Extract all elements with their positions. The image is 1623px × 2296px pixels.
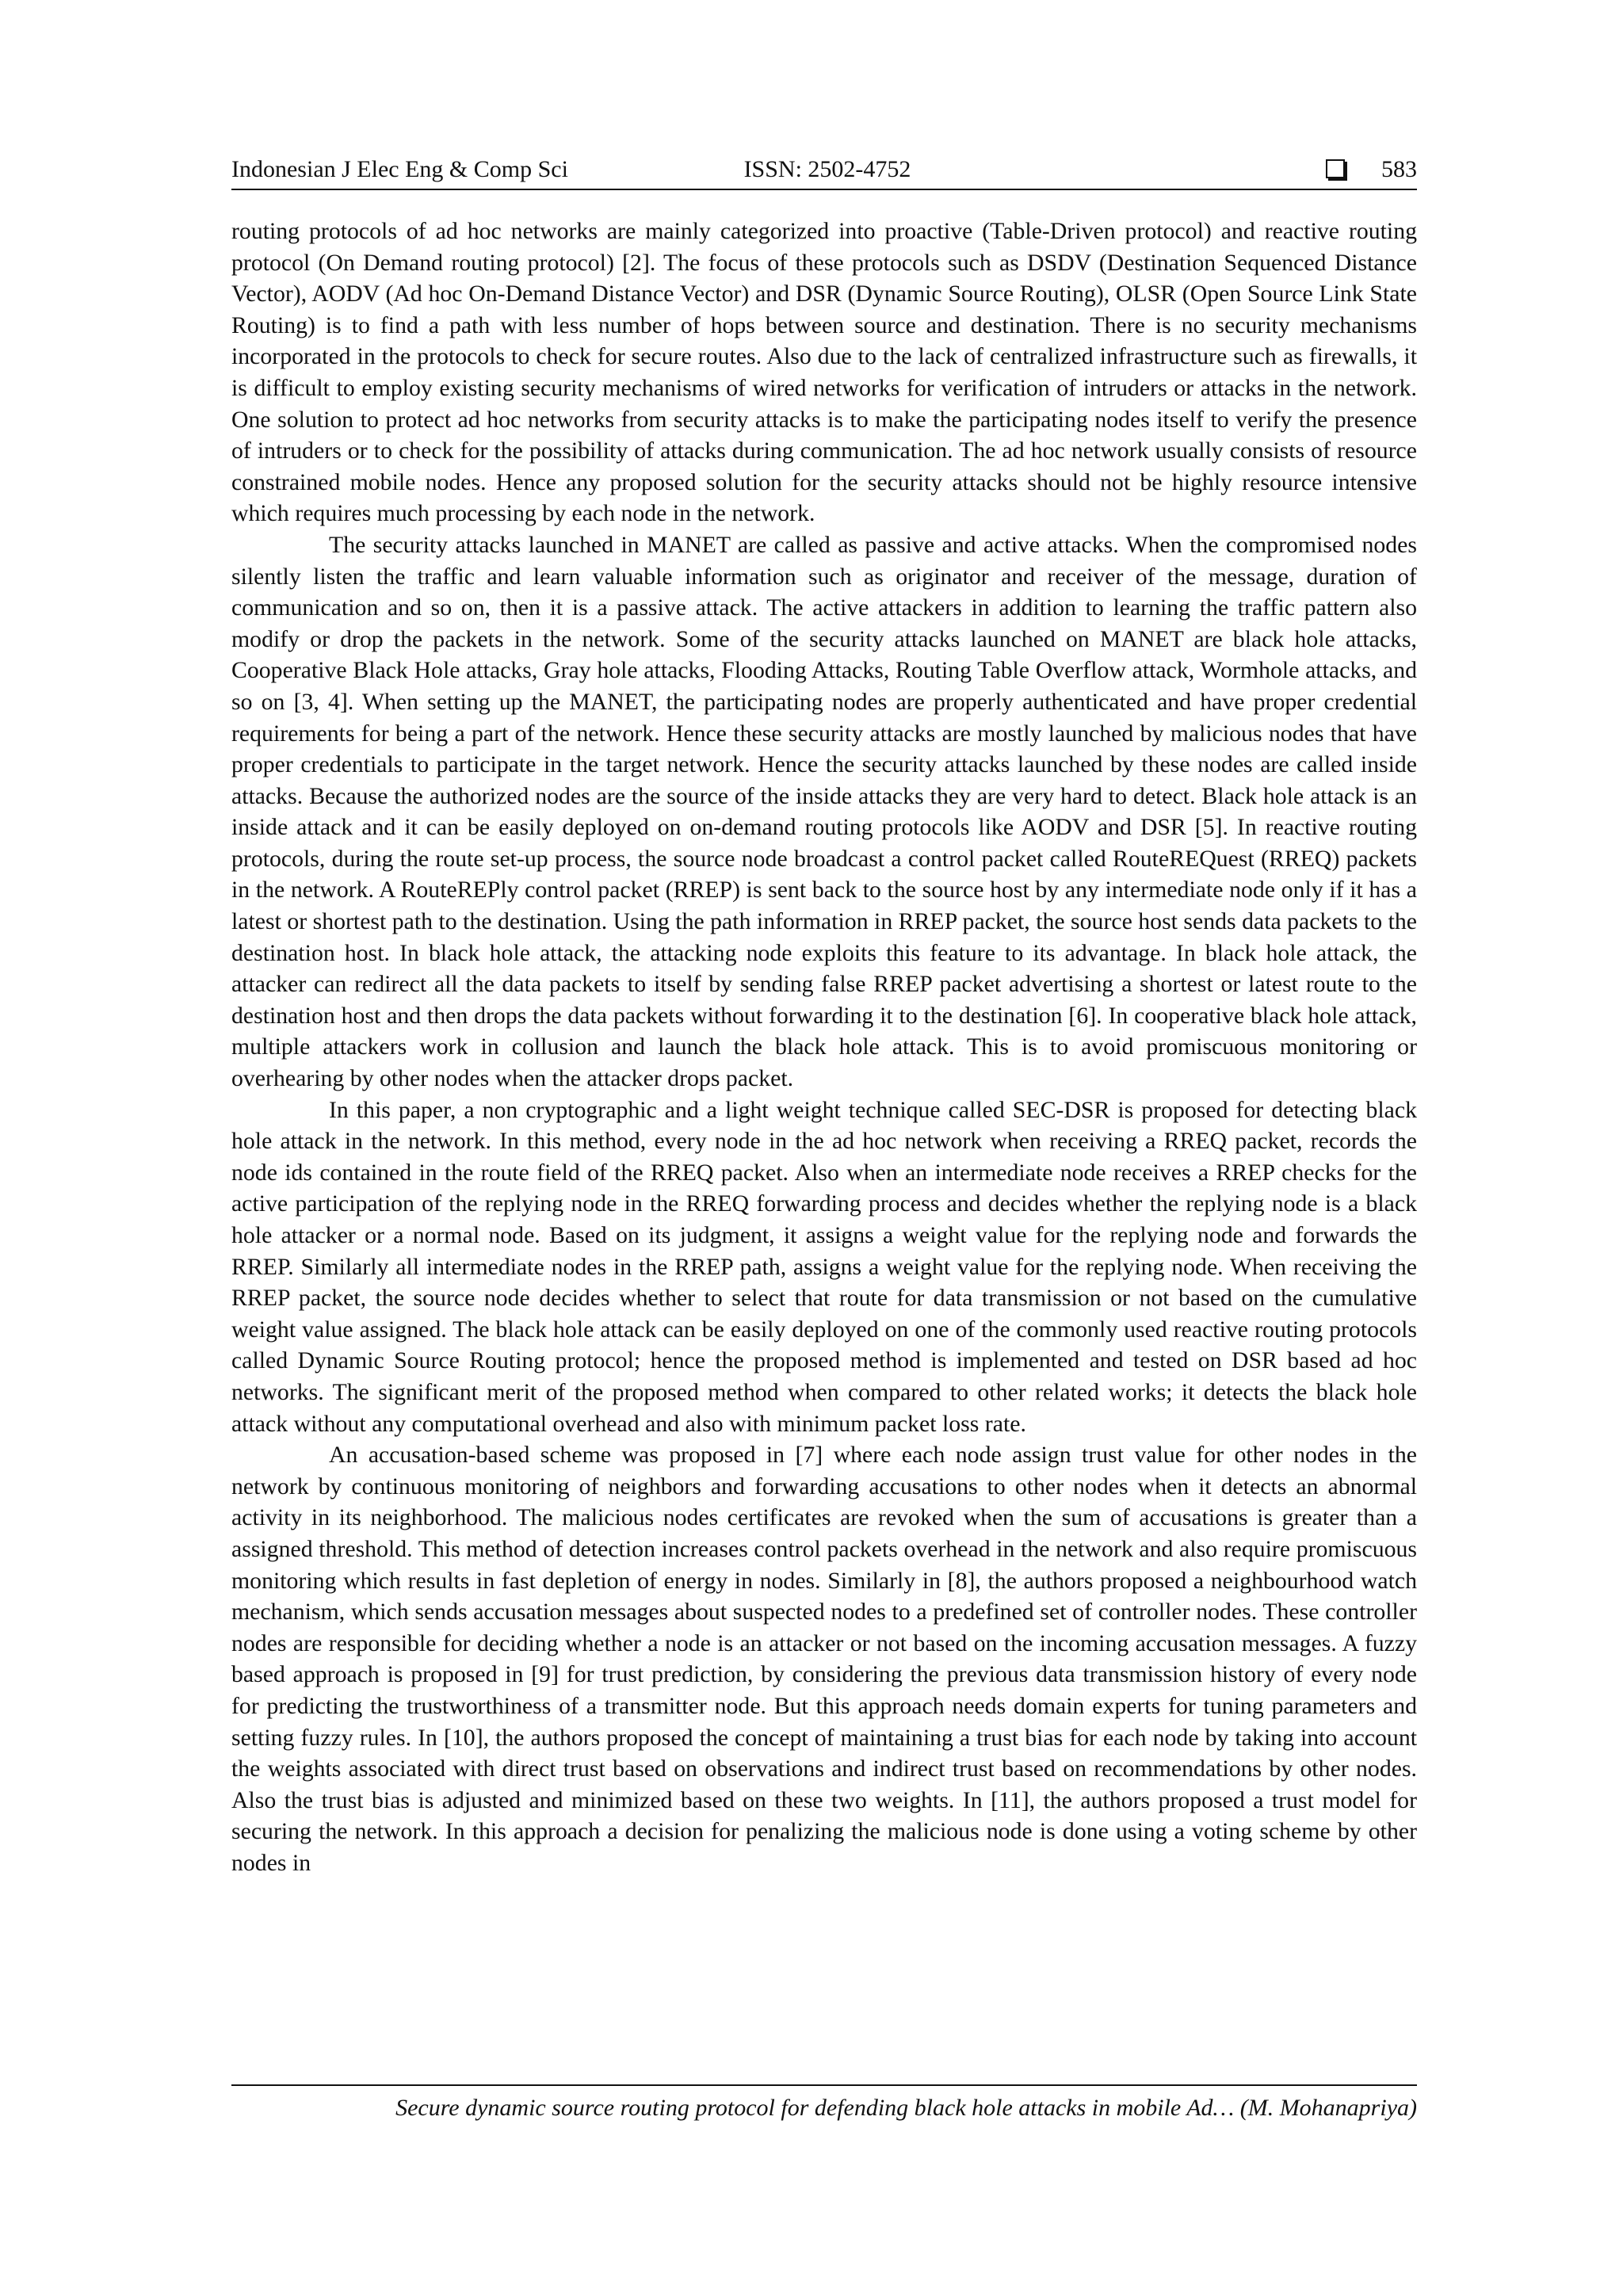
paragraph-2: The security attacks launched in MANET are called as passive and active attacks. When the compromised nodes silently listen the traffic and learn valuable information such as originator and receiver of the message, duration of communication and so on, then it is a passive attack. The active attackers in addition to learning the traffic pattern also modify or drop the packets in the network. Some of the security attacks launched on MANET are black hole attacks, Cooperative Black Hole attacks, Gray hole attacks, Flooding Attacks, Routing Table Overflow attack, Wormhole attacks, and so on [3, 4]. When setting up the MANET, the participating nodes are properly authenticated and have proper credential requirements for being a part of the network. Hence these security attacks are mostly launched by malicious nodes that have proper credentials to participate in the target network. Hence the security attacks launched by these nodes are called inside attacks. Because the authorized nodes are the source of the inside attacks they are very hard to detect. Black hole attack is an inside attack and it can be easily deployed on on-demand routing protocols like AODV and DSR [5]. In reactive routing protocols, during the route set-up process, the source node broadcast a control packet called RouteREQuest (RREQ) packets in the network. A RouteREPly control packet (RREP) is sent back to the source host by any intermediate node only if it has a latest or shortest path to the destination. Using the path information in RREP packet, the source host sends data packets to the destination host. In black hole attack, the attacking node exploits this feature to its advantage. In black hole attack, the attacker can redirect all the data packets to itself by sending false RREP packet advertising a shortest or latest route to the destination host and then drops the data packets without forwarding it to the destination [6]. In cooperative black hole attack, multiple attackers work in collusion and launch the black hole attack. This is to avoid promiscuous monitoring or overhearing by other nodes when the attacker drops packet. (231, 531, 1417, 1092)
square-box-icon (1326, 159, 1345, 178)
issn-label: ISSN: 2502-4752 (743, 156, 911, 182)
footer-divider (231, 2084, 1417, 2086)
header-divider (231, 189, 1417, 190)
page-header (231, 152, 1417, 187)
paragraph-3: In this paper, a non cryptographic and a light weight technique called SEC-DSR is proposed for detecting black hole attack in the network. In this method, every node in the ad hoc network when receiving a RREQ packet, records the node ids contained in the route field of the RREQ packet. Also when an intermediate node receives a RREP checks for the active participation of the replying node in the RREQ forwarding process and decides whether the replying node is a black hole attacker or a normal node. Based on its judgment, it assigns a weight value for the replying node and forwards the RREP. Similarly all intermediate nodes in the RREP path, assigns a weight value for the replying node. When receiving the RREP packet, the source node decides whether to select that route for data transmission or not based on the cumulative weight value assigned. The black hole attack can be easily deployed on one of the commonly used reactive routing protocols called Dynamic Source Routing protocol; hence the proposed method is implemented and tested on DSR based ad hoc networks. The significant merit of the proposed method when compared to other related works; it detects the black hole attack without any computational overhead and also with minimum packet loss rate. (231, 1096, 1417, 1437)
running-footer: Secure dynamic source routing protocol for defending black hole attacks in mobile Ad… (M. Mohanapriya) (395, 2095, 1417, 2121)
paragraph-1: routing protocols of ad hoc networks are mainly categorized into proactive (Table-Driven protocol) and reactive routing protocol (On Demand routing protocol) [2]. The focus of these protocols such as DSDV (Destination Sequenced Distance Vector), AODV (Ad hoc On-Demand Distance Vector) and DSR (Dynamic Source Routing), OLSR (Open Source Link State Routing) is to find a path with less number of hops between source and destination. There is no security mechanisms incorporated in the protocols to check for secure routes. Also due to the lack of centralized infrastructure such as firewalls, it is difficult to employ existing security mechanisms of wired networks for verification of intruders or attacks in the network. One solution to protect ad hoc networks from security attacks is to make the participating nodes itself to verify the presence of intruders or to check for the possibility of attacks during communication. The ad hoc network usually consists of resource constrained mobile nodes. Hence any proposed solution for the security attacks should not be highly resource intensive which requires much processing by each node in the network. (231, 218, 1417, 527)
page-number: 583 (1381, 156, 1417, 182)
journal-name: Indonesian J Elec Eng & Comp Sci (231, 156, 568, 182)
paragraph-4: An accusation-based scheme was proposed in [7] where each node assign trust value for other nodes in the network by continuous monitoring of neighbors and forwarding accusations to other nodes when it detects an abnormal activity in its neighborhood. The malicious nodes certificates are revoked when the sum of accusations is greater than a assigned threshold. This method of detection increases control packets overhead in the network and also require promiscuous monitoring which results in fast depletion of energy in nodes. Similarly in [8], the authors proposed a neighbourhood watch mechanism, which sends accusation messages about suspected nodes to a predefined set of controller nodes. These controller nodes are responsible for deciding whether a node is an attacker or not based on the incoming accusation messages. A fuzzy based approach is proposed in [9] for trust prediction, by considering the previous data transmission history of every node for predicting the trustworthiness of a transmitter node. But this approach needs domain experts for tuning parameters and setting fuzzy rules. In [10], the authors proposed the concept of maintaining a trust bias for each node by taking into account the weights associated with direct trust based on observations and indirect trust based on recommendations by other nodes. Also the trust bias is adjusted and minimized based on these two weights. In [11], the authors proposed a trust model for securing the network. In this approach a decision for penalizing the malicious node is done using a voting scheme by other nodes in (231, 1442, 1417, 1876)
body-text (231, 216, 1417, 1878)
